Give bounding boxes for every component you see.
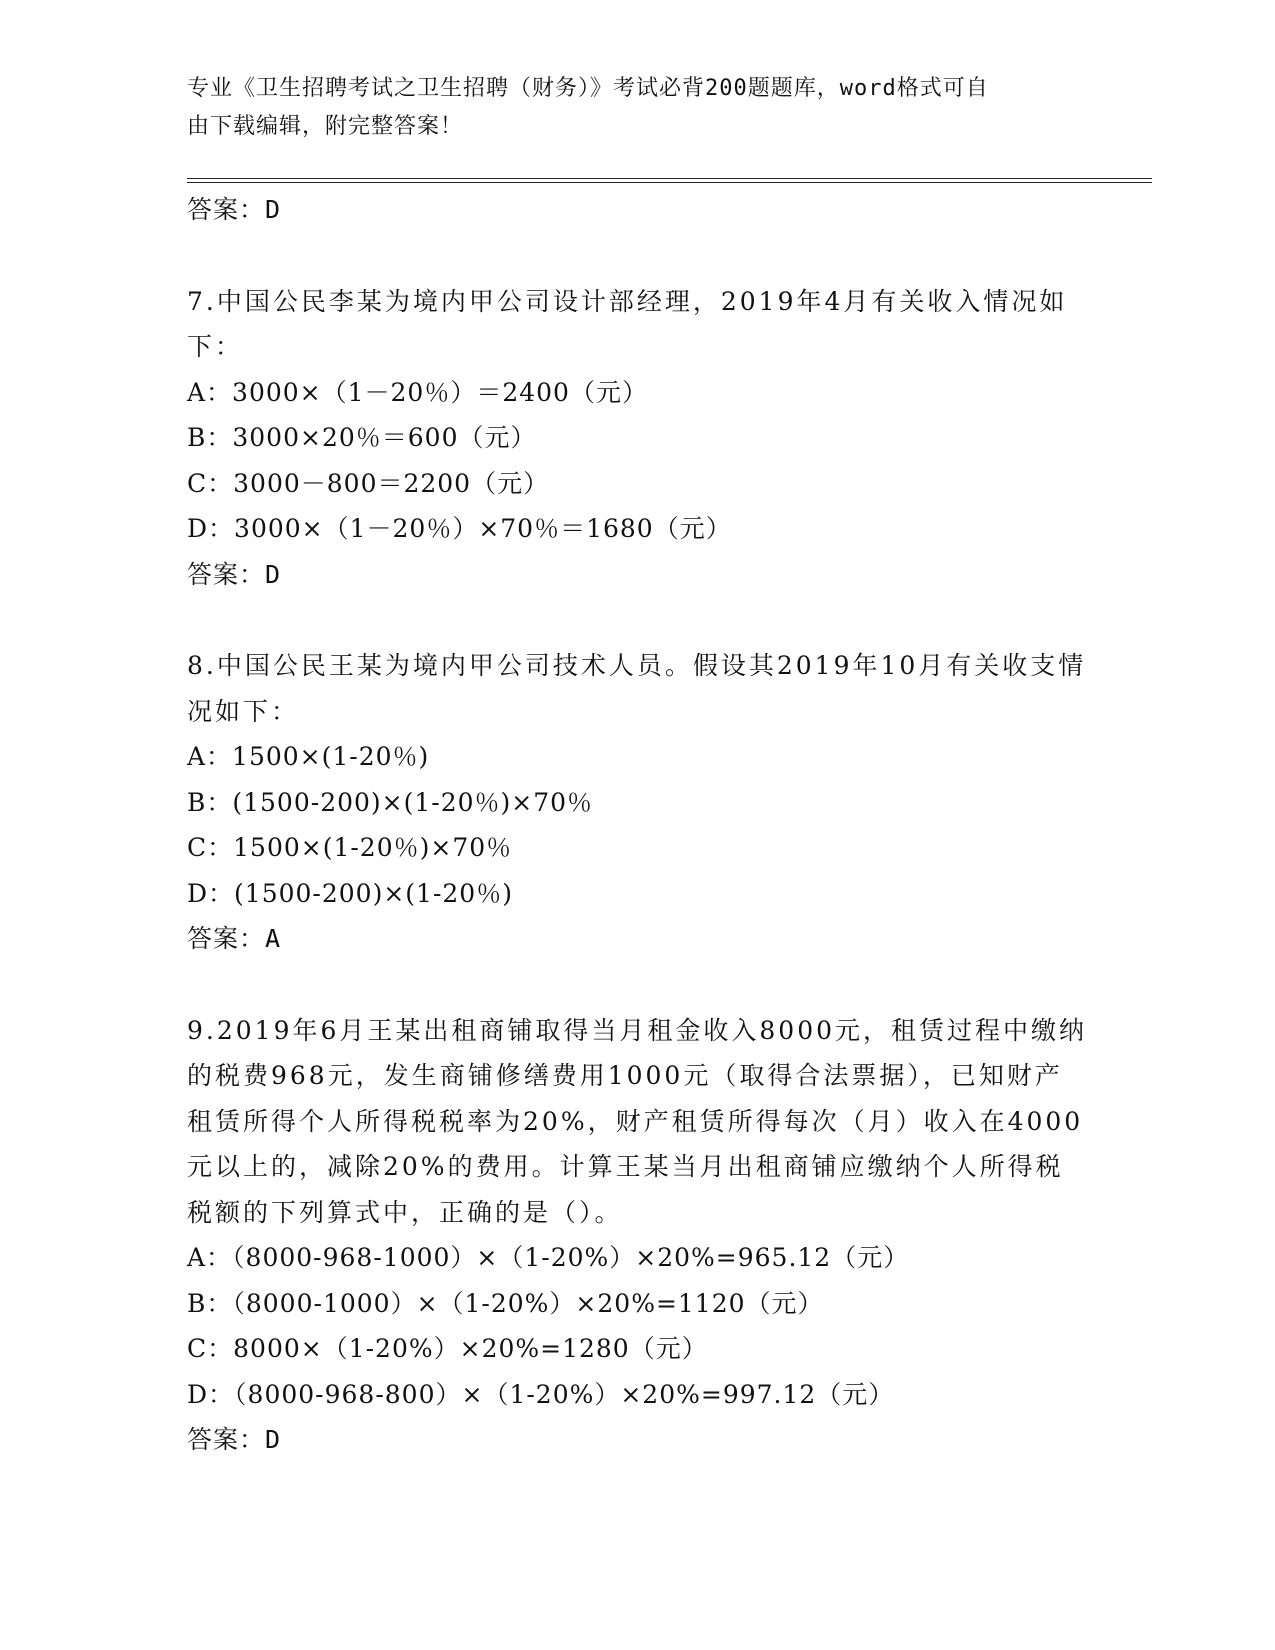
option-d: D：（8000-968-800）×（1-20%）×20%=997.12（元） <box>187 1379 895 1409</box>
header-line-1: 专业《卫生招聘考试之卫生招聘（财务）》考试必背200题题库，word格式可自 <box>187 76 989 101</box>
option-b: B：(1500-200)×(1-20％)×70％ <box>187 787 594 817</box>
option-b: B：（8000-1000）×（1-20%）×20%=1120（元） <box>187 1288 824 1318</box>
question-stem: 8.中国公民王某为境内甲公司技术人员。假设其2019年10月有关收支情况如下： <box>187 651 1087 726</box>
question-9 <box>187 1008 1087 1464</box>
question-stem: 9.2019年6月王某出租商铺取得当月租金收入8000元，租赁过程中缴纳的税费968元，发生商铺修缮费用1000元（取得合法票据），已知财产租赁所得个人所得税税率为20%，财产租赁所得每次（月）收入在4000元以上的，减除20%的费用。计算王某当月出租商铺应缴纳个人所得税税额的下列算式中，正确的是（）。 <box>187 1015 1088 1227</box>
spacer <box>187 598 1087 644</box>
previous-question-answer: 答案：D <box>187 195 282 224</box>
option-d: D：3000×（1－20％）×70％＝1680（元） <box>187 514 732 543</box>
option-d: D：(1500-200)×(1-20％) <box>187 878 513 908</box>
spacer <box>187 233 1087 279</box>
option-a: A：1500×(1-20％) <box>187 742 430 771</box>
question-8 <box>187 643 1087 962</box>
option-a: A：（8000-968-1000）×（1-20%）×20%=965.12（元） <box>187 1243 910 1272</box>
question-answer: 答案：A <box>187 924 282 953</box>
header-divider-top <box>187 178 1152 179</box>
question-list <box>187 187 1087 1463</box>
option-c: C：1500×(1-20％)×70％ <box>187 833 513 862</box>
question-answer: 答案：D <box>187 559 282 589</box>
question-answer: 答案：D <box>187 1425 282 1454</box>
option-c: C：8000×（1-20%）×20%=1280（元） <box>187 1334 708 1363</box>
option-b: B：3000×20％＝600（元） <box>187 423 537 452</box>
question-stem: 7.中国公民李某为境内甲公司设计部经理，2019年4月有关收入情况如下： <box>187 286 1068 361</box>
header-line-2: 由下载编辑，附完整答案！ <box>187 114 464 139</box>
option-a: A：3000×（1－20％）＝2400（元） <box>187 377 648 407</box>
header-divider-bottom <box>187 182 1152 183</box>
option-c: C：3000－800＝2200（元） <box>187 468 550 498</box>
document-header <box>187 70 1067 146</box>
spacer <box>187 962 1087 1008</box>
question-7 <box>187 279 1087 598</box>
